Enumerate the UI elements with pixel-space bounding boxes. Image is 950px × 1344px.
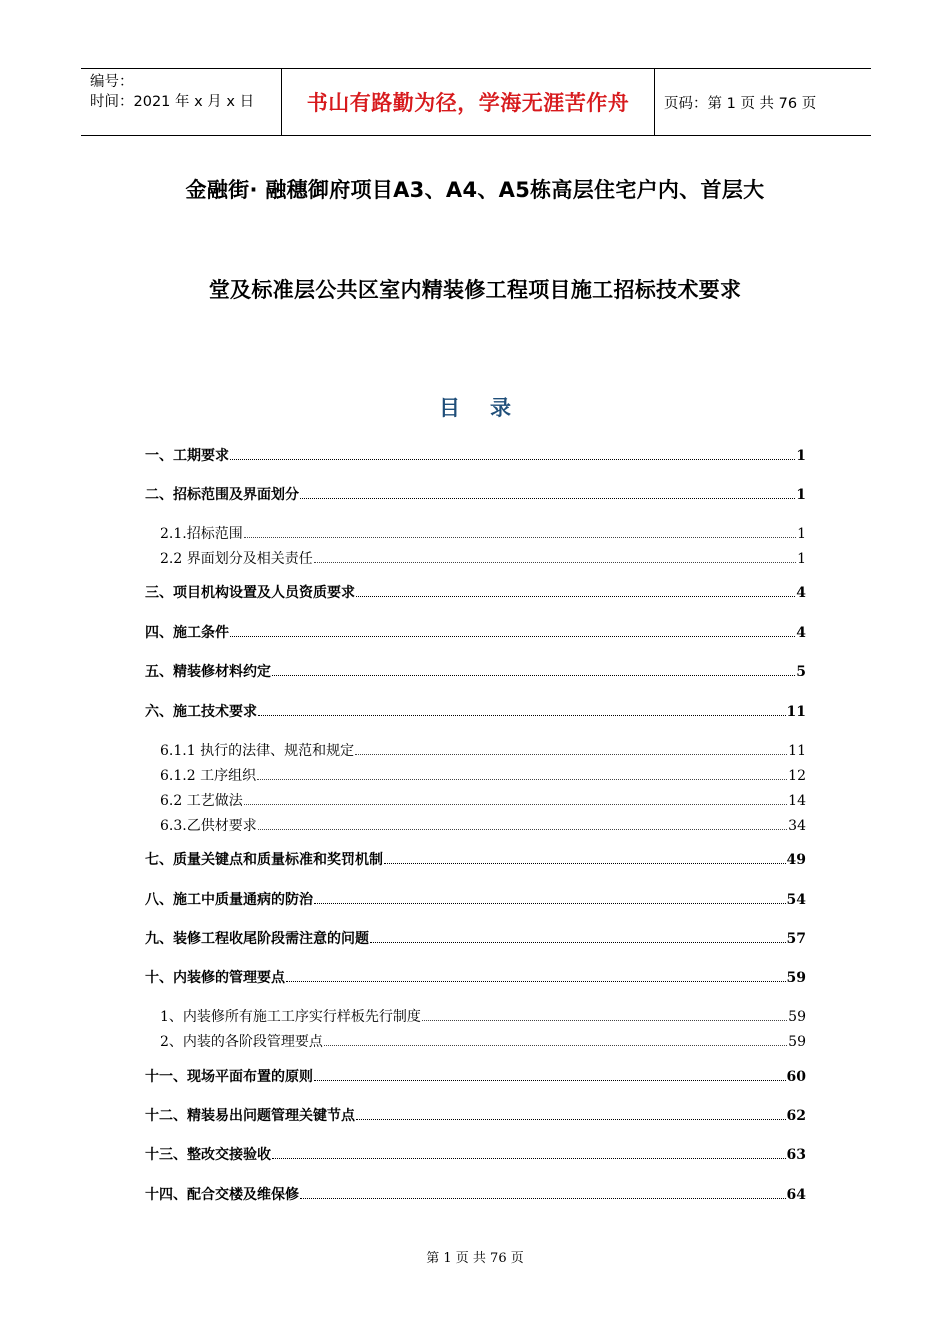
- toc-entry-page: 1: [796, 448, 806, 464]
- toc-leader-dots: [244, 537, 796, 538]
- toc-leader-dots: [244, 804, 787, 805]
- toc-entry[interactable]: [160, 1006, 806, 1026]
- toc-entry[interactable]: [160, 1031, 806, 1051]
- toc-entry[interactable]: [145, 1066, 806, 1086]
- toc-leader-dots: [356, 596, 795, 597]
- toc-leader-dots: [258, 829, 787, 830]
- toc-entry-label: 一、工期要求: [145, 448, 229, 464]
- toc-leader-dots: [314, 1080, 786, 1081]
- toc-entry-page: 1: [797, 526, 806, 542]
- toc-entry[interactable]: [160, 523, 806, 543]
- toc-entry[interactable]: [145, 445, 806, 465]
- toc-entry[interactable]: [145, 849, 806, 869]
- toc-entry-label: 六、施工技术要求: [145, 704, 257, 720]
- toc-entry-label: 2.1.招标范围: [160, 526, 243, 542]
- toc-entry-label: 十二、精装易出问题管理关键节点: [145, 1108, 355, 1124]
- toc-entry-page: 57: [786, 931, 806, 947]
- toc-entry-page: 11: [788, 743, 806, 759]
- toc-entry-page: 1: [796, 487, 806, 503]
- toc-entry-page: 49: [786, 852, 806, 868]
- toc-entry-label: 七、质量关键点和质量标准和奖罚机制: [145, 852, 383, 868]
- toc-entry[interactable]: [145, 1184, 806, 1204]
- toc-entry[interactable]: [160, 815, 806, 835]
- toc-entry-label: 6.2 工艺做法: [160, 793, 243, 809]
- toc-entry-label: 八、施工中质量通病的防治: [145, 892, 313, 908]
- toc-leader-dots: [314, 903, 786, 904]
- header-motto: 书山有路勤为径，学海无涯苦作舟: [282, 69, 655, 135]
- toc-leader-dots: [272, 675, 795, 676]
- toc-leader-dots: [258, 715, 786, 716]
- toc-entry[interactable]: [160, 548, 806, 568]
- toc-entry-page: 34: [788, 818, 806, 834]
- toc-leader-dots: [300, 1198, 786, 1199]
- toc-entry[interactable]: [145, 484, 806, 504]
- toc-entry-label: 四、施工条件: [145, 625, 229, 641]
- toc-leader-dots: [272, 1158, 786, 1159]
- toc-entry[interactable]: [160, 740, 806, 760]
- toc-leader-dots: [257, 779, 787, 780]
- toc-entry-page: 12: [788, 768, 806, 784]
- toc-entry-label: 十、内装修的管理要点: [145, 970, 285, 986]
- toc-entry-label: 1、内装修所有施工工序实行样板先行制度: [160, 1009, 421, 1025]
- toc-entry-label: 十一、现场平面布置的原则: [145, 1069, 313, 1085]
- toc-entry-page: 4: [796, 585, 806, 601]
- toc-entry-label: 6.1.2 工序组织: [160, 768, 257, 784]
- toc-entry[interactable]: [145, 889, 806, 909]
- toc-entry[interactable]: [145, 967, 806, 987]
- toc-entry-page: 59: [788, 1034, 806, 1050]
- page-footer: 第 1 页 共 76 页: [426, 1251, 524, 1266]
- toc-entry-page: 62: [786, 1108, 806, 1124]
- toc-entry[interactable]: [160, 790, 806, 810]
- toc-entry[interactable]: [145, 1144, 806, 1164]
- toc-entry-label: 二、招标范围及界面划分: [145, 487, 299, 503]
- toc-entry-page: 64: [786, 1187, 806, 1203]
- header-meta: [81, 69, 282, 135]
- toc-entry-page: 5: [796, 664, 806, 680]
- toc-entry[interactable]: [145, 582, 806, 602]
- toc-leader-dots: [370, 942, 786, 943]
- toc-entry-label: 2、内装的各阶段管理要点: [160, 1034, 323, 1050]
- toc-entry-page: 54: [786, 892, 806, 908]
- header-table: [81, 68, 871, 136]
- toc-entry[interactable]: [160, 765, 806, 785]
- toc-entry-label: 五、精装修材料约定: [145, 664, 271, 680]
- toc-entry-page: 11: [786, 704, 806, 720]
- toc-entry-page: 1: [797, 551, 806, 567]
- toc-entry[interactable]: [145, 622, 806, 642]
- toc-entry-label: 九、装修工程收尾阶段需注意的问题: [145, 931, 369, 947]
- toc-entry-page: 14: [788, 793, 806, 809]
- toc-entry-page: 4: [796, 625, 806, 641]
- toc-entry-label: 6.1.1 执行的法律、规范和规定: [160, 743, 355, 759]
- toc-leader-dots: [230, 459, 795, 460]
- document-title-line-1: 金融街· 融穗御府项目A3、A4、A5栋高层住宅户内、首层大: [185, 178, 765, 202]
- toc-leader-dots: [300, 498, 795, 499]
- toc-entry-label: 2.2 界面划分及相关责任: [160, 551, 313, 567]
- toc-leader-dots: [230, 636, 795, 637]
- toc-entry-page: 63: [786, 1147, 806, 1163]
- toc-leader-dots: [286, 981, 786, 982]
- toc-leader-dots: [422, 1020, 787, 1021]
- toc-entry-label: 十四、配合交楼及维保修: [145, 1187, 299, 1203]
- toc-leader-dots: [355, 754, 787, 755]
- toc-leader-dots: [324, 1045, 787, 1046]
- toc-entry-page: 60: [786, 1069, 806, 1085]
- toc-entry[interactable]: [145, 1105, 806, 1125]
- toc-entry-page: 59: [788, 1009, 806, 1025]
- time-label: 时间：2021 年 x 月 x 日: [90, 94, 255, 110]
- toc-entry-label: 十三、整改交接验收: [145, 1147, 271, 1163]
- toc-entry-label: 6.3.乙供材要求: [160, 818, 257, 834]
- toc-entry-page: 59: [786, 970, 806, 986]
- header-page-info: 页码：第 1 页 共 76 页: [664, 95, 817, 112]
- toc-entry[interactable]: [145, 661, 806, 681]
- toc-entry[interactable]: [145, 928, 806, 948]
- number-label: 编号：: [90, 74, 134, 90]
- toc-entry-label: 三、项目机构设置及人员资质要求: [145, 585, 355, 601]
- toc-leader-dots: [314, 562, 796, 563]
- toc-entry[interactable]: [145, 701, 806, 721]
- document-title-line-2: 堂及标准层公共区室内精装修工程项目施工招标技术要求: [208, 278, 742, 302]
- toc-heading: 目录: [439, 395, 541, 420]
- toc-leader-dots: [356, 1119, 786, 1120]
- toc-leader-dots: [384, 863, 786, 864]
